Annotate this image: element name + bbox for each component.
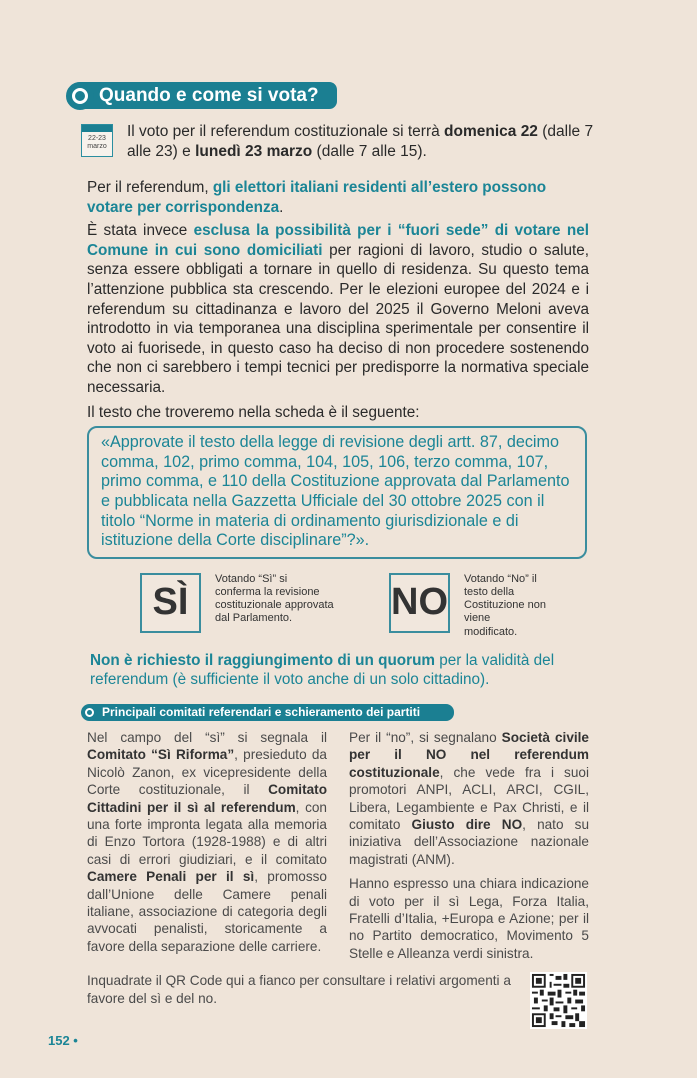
yes-description: Votando “Sì” si conferma la revisione costituzionale approvata dal Parlamento. [215,572,334,625]
qr-code-icon[interactable] [530,972,587,1029]
subsection-header [81,704,455,721]
vote-options [140,573,697,639]
fuorisede-paragraph: È stata invece esclusa la possibilità per i “fuori sede” di votare nel Comune in cui sono domiciliati per ragioni di lavoro, studio o salute, senza essere obbligati a tornare in quello di residenza. Su questo tema l’attenzione pubblica sta crescendo. Per le elezioni europee del 2024 e i referendum su cittadinanza e lavoro del 2025 il Governo Meloni aveva introdotto in via temporanea una disciplina sperimentale per consentire il voto ai fuorisede, in questo caso ha deciso di non procedere sostenendo che non ci sarebbero i tempi tecnici per predisporre la normativa speciale necessaria. [87,222,589,396]
page-number: 152 • [48,1033,78,1049]
intro-paragraph: Il voto per il referendum costituzionale si terrà domenica 22 (dalle 7 alle 23) e lunedì 23 marzo (dalle 7 alle 15). [127,123,594,160]
party-positions: Hanno espresso una chiara indicazione di voto per il sì Lega, Forza Italia, Fratelli d’Italia, +Europa e Azione; per il no Partito democratico, Movimento 5 Stelle e Alleanza verdi sinistra. [349,876,589,961]
bullet-circle-icon [66,82,94,110]
committees-columns [87,729,589,962]
ballot-question-box: «Approvate il testo della legge di revisione degli artt. 87, decimo comma, 102, primo comma, 104, 105, 106, terzo comma, 107, primo comma, e 110 della Costituzione approvata dal Parlamento e pubblicata nella Gazzetta Ufficiale del 30 ottobre 2025 con il titolo “Norme in materia di ordinamento giurisdizionale e di istituzione della Corte disciplinare”?». [87,426,587,559]
section-header [66,82,338,110]
no-option [389,573,546,639]
intro-row [81,122,597,162]
quorum-note: Non è richiesto il raggiungimento di un quorum per la validità del referendum (è sufficiente il voto anche di un solo cittadino). [90,651,555,689]
subsection-title: Principali comitati referendari e schieramento dei partiti [102,704,421,719]
yes-option [140,573,389,639]
calendar-icon [81,124,113,157]
no-committees-column: Per il “no”, si segnalano Società civile per il NO nel referendum costituzionale, che vede fra i suoi promotori ANPI, ACLI, ARCI, CGIL, Libera, Legambiente e Pax Christi, e il comitato Giusto dire NO, nato su iniziativa dell’Associazione nazionale magistrati (ANM). Hanno espresso una chiara indicazione di voto per il sì Lega, Forza Italia, Fratelli d’Italia, +Europa e Azione; per il no Partito democratico, Movimento 5 Stelle e Alleanza verdi sinistra. [349,729,590,961]
qr-row [87,972,587,1029]
yes-committees-column: Nel campo del “sì” si segnala il Comitato “Sì Riforma”, presieduto da Nicolò Zanon, ex vicepresidente della Corte costituzionale, il Comitato Cittadini per il sì al referendum, con una forte impronta legata alla memoria di Enzo Tortora (1928-1988) e di altri casi di errori giudiziari, e il comitato Camere Penali per il sì, promosso dall’Unione delle Camere penali italiane, associazione di categoria degli avvocati penalisti, storicamente a favore della separazione delle carriere. [87,729,327,954]
section-title: Quando e come si vota? [99,85,319,106]
calendar-dates: 22-23 [88,135,106,142]
ballot-intro: Il testo che troveremo nella scheda è il seguente: [87,403,420,421]
no-description: Votando “No” il testo della Costituzione non viene modificato. [464,572,546,638]
bullet-circle-icon [81,704,98,721]
yes-box: SÌ [140,573,201,633]
abroad-paragraph: Per il referendum, gli elettori italiani residenti all’estero possono votare per corrispondenza. [87,179,547,216]
calendar-month: marzo [87,143,107,150]
qr-caption: Inquadrate il QR Code qui a fianco per consultare i relativi argomenti a favore del sì e del no. [87,973,511,1006]
no-box: NO [389,573,450,633]
